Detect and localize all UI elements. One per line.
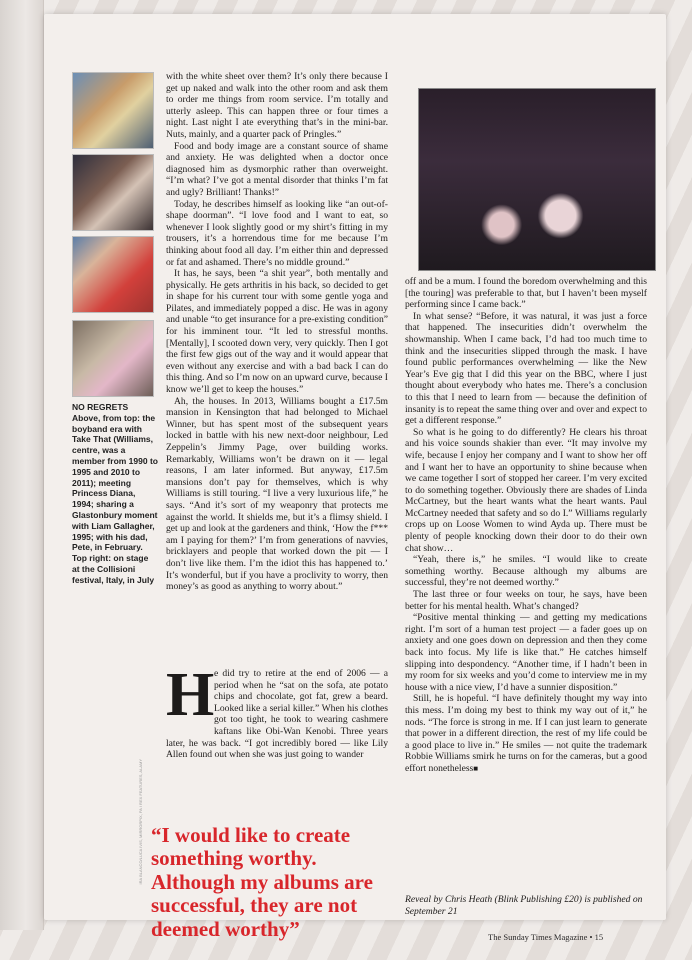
- paragraph: In what sense? “Before, it was natural, it was just a force that happened. The insecurities didn’t overwhelm the showmanship. When I came back, I’d had too much time to think and the insecurities slipped through the mask. I have found public performances overwhelming — like the New Year’s Eve gig that I did this year on the BBC, where I just thought about everybody who hates me. There’s a conclusion to this that I need to learn from — because the definition of insanity is to repeat the same thing over and over and expect to get a different response.”: [405, 310, 647, 427]
- paragraph: Food and body image are a constant source of shame and anxiety. He was delighted when a doctor once diagnosed him as dysmorphic rather than overweight. “I’m what? I’ve got a mental disorder that thinks I’m fat and ugly? Brilliant! Thanks!”: [166, 140, 388, 198]
- photo-glastonbury: [72, 236, 154, 313]
- caption-text: Above, from top: the boyband era with Take That (Williams, centre, was a member from 1990 to 1995 and 2010 to 2011); meeting Princess Diana, 1994; sharing a Glastonbury moment with Liam Gallagher, 1995; with his dad, Pete, in February. Top right: on stage at the Collisioni festival, Italy, in July: [72, 412, 158, 585]
- final-paragraph-text: Still, he is hopeful. “I have definitely thought my way into this mess. I’m doing my best to think my way out of it,” he nods. “The force is strong in me. If I can just learn to generate that power in a different direction, the rest of my life could be a good place to live in.” He smiles — not quite the trademark Robbie Williams smirk he turns on for the cameras, but a good effort nonetheless: [405, 693, 647, 774]
- photo-take-that: [72, 72, 154, 149]
- paragraph: with the white sheet over them? It’s only there because I get up naked and walk into the other room and ask them to order me things from room service. I’m totally and utterly asleep. This can happen three or four times a night. Last night I ate everything that’s in the mini-bar. Nuts, mainly, and a quarter pack of Pringles.”: [166, 71, 388, 140]
- photo-with-dad: [72, 320, 154, 397]
- page-footer: The Sunday Times Magazine • 15: [488, 932, 604, 942]
- paragraph: “Positive mental thinking — and getting my medications right. I’m sort of a human test project — a fader goes up on anxiety and one goes down on depression and then they come back into focus. My life is like that.” He catches himself slipping into despondency. “Another time, if I hadn’t been in my room for six weeks and you’d come to interview me in my house with a nice view, I’d have a sunnier disposition.”: [405, 612, 647, 693]
- paragraph: “Yeah, there is,” he smiles. “I would like to create something worthy. Because although my albums are successful, they’re not deemed worthy.”: [405, 554, 647, 589]
- photo-princess-diana: [72, 154, 154, 231]
- photo-on-stage: [418, 88, 656, 271]
- paragraph: off and be a mum. I found the boredom overwhelming and this [the touring] was preferable to that, but I haven’t been myself performing since I came back.”: [405, 276, 647, 311]
- paragraph: [405, 693, 647, 774]
- article-column-1: [166, 71, 388, 593]
- paragraph: Today, he describes himself as looking like “an out-of-shape doorman”. “I love food and I want to eat, so whenever I look slightly good or my shirt’s fitting in my trousers, it’s a horrendous time for me because I’m thinking about food all day. I’m either thin and depressed or fat and ashamed. There’s no middle ground.”: [166, 198, 388, 268]
- photo-credit: IRA BLANCO/LUCA IVIS, MIRRORPIX, PA / REX FEATURES, ALAMY: [138, 759, 143, 885]
- article-column-2: [405, 276, 647, 775]
- facing-page-edge: [0, 0, 44, 930]
- dropcap-letter: H: [166, 661, 215, 729]
- paragraph: Ah, the houses. In 2013, Williams bought a £17.5m mansion in Kensington that had belonged to Michael Winner, but has spent most of the subsequent years locked in battle with his new next-door neighbour, Led Zeppelin’s Jimmy Page, over building works. Remarkably, Williams won’t be drawn on it — legal reasons, I am later informed. But anyway, £17.5m mansions don’t pay for themselves, which is why Williams is still touring. “I live a very luxurious life,” he says. “And it’s sort of my weaponry that protects me against the world. It shields me, but it’s a flimsy shield. I get up and look at the gardeners and think, ‘How the f*** am I paying for them?’ I’m from generations of navvies, bricklayers and people that worked down the pit — I don’t live like them. I’m the idiot this has happened to.’ It’s wonderful, but if you have a proclivity to worry, then money’s as good as anything to worry about.”: [166, 395, 388, 593]
- pull-quote: “I would like to create something worthy. Although my albums are successful, they are not deemed worthy”: [151, 823, 373, 941]
- dropcap-text: e did try to retire at the end of 2006 — a period when he “sat on the sofa, ate potato chips and chocolate, got fat, grew a beard. Looked like a serial killer.” When his clothes got too tight, he took to wearing cashmere kaftans like Obi-Wan Kenobi. Three years later, he was back. “I got incredibly bored — like Lily Allen found out when she was just going to wander: [166, 668, 388, 761]
- end-mark: ■: [473, 763, 479, 773]
- paragraph: So what is he going to do differently? He clears his throat and his voice sounds shakier than ever. “It may involve my wife, because I enjoy her company and I want to show her off and I want her to have an opportunity to shine because when we came together I sort of stopped her career. I’m very excited to do something together. Obviously there are shades of Linda McCartney, but the heart wants what the heart wants. Paul McCartney needed that safety and so do I.” Williams regularly crops up on Loose Women to wind Ayda up. There must be plenty of people knocking down their door to do their own chat show…: [405, 426, 647, 554]
- book-credit: Reveal by Chris Heath (Blink Publishing £20) is published on September 21: [405, 894, 643, 917]
- dropcap-paragraph: [166, 661, 388, 761]
- paragraph: The last three or four weeks on tour, he says, have been better for his mental health. What’s changed?: [405, 589, 647, 612]
- caption-title: NO REGRETS: [72, 402, 129, 412]
- paragraph: It has, he says, been “a shit year”, both mentally and physically. He gets arthritis in his back, so decided to get in shape for his current tour with some gentle yoga and Pilates, and immediately popped a disc. He was in agony and unable “to get insurance for a pre-existing condition” for his imminent tour. “It led to stressful months. [Mentally], I scooted down very, very quickly. Then I got the first few gigs out of the way and it would appear that even without any exercise and with a bad back I can do this thing. And so I’m now on an upward curve, because I know we’ll get to keep the houses.”: [166, 268, 388, 396]
- photo-caption: [72, 402, 158, 586]
